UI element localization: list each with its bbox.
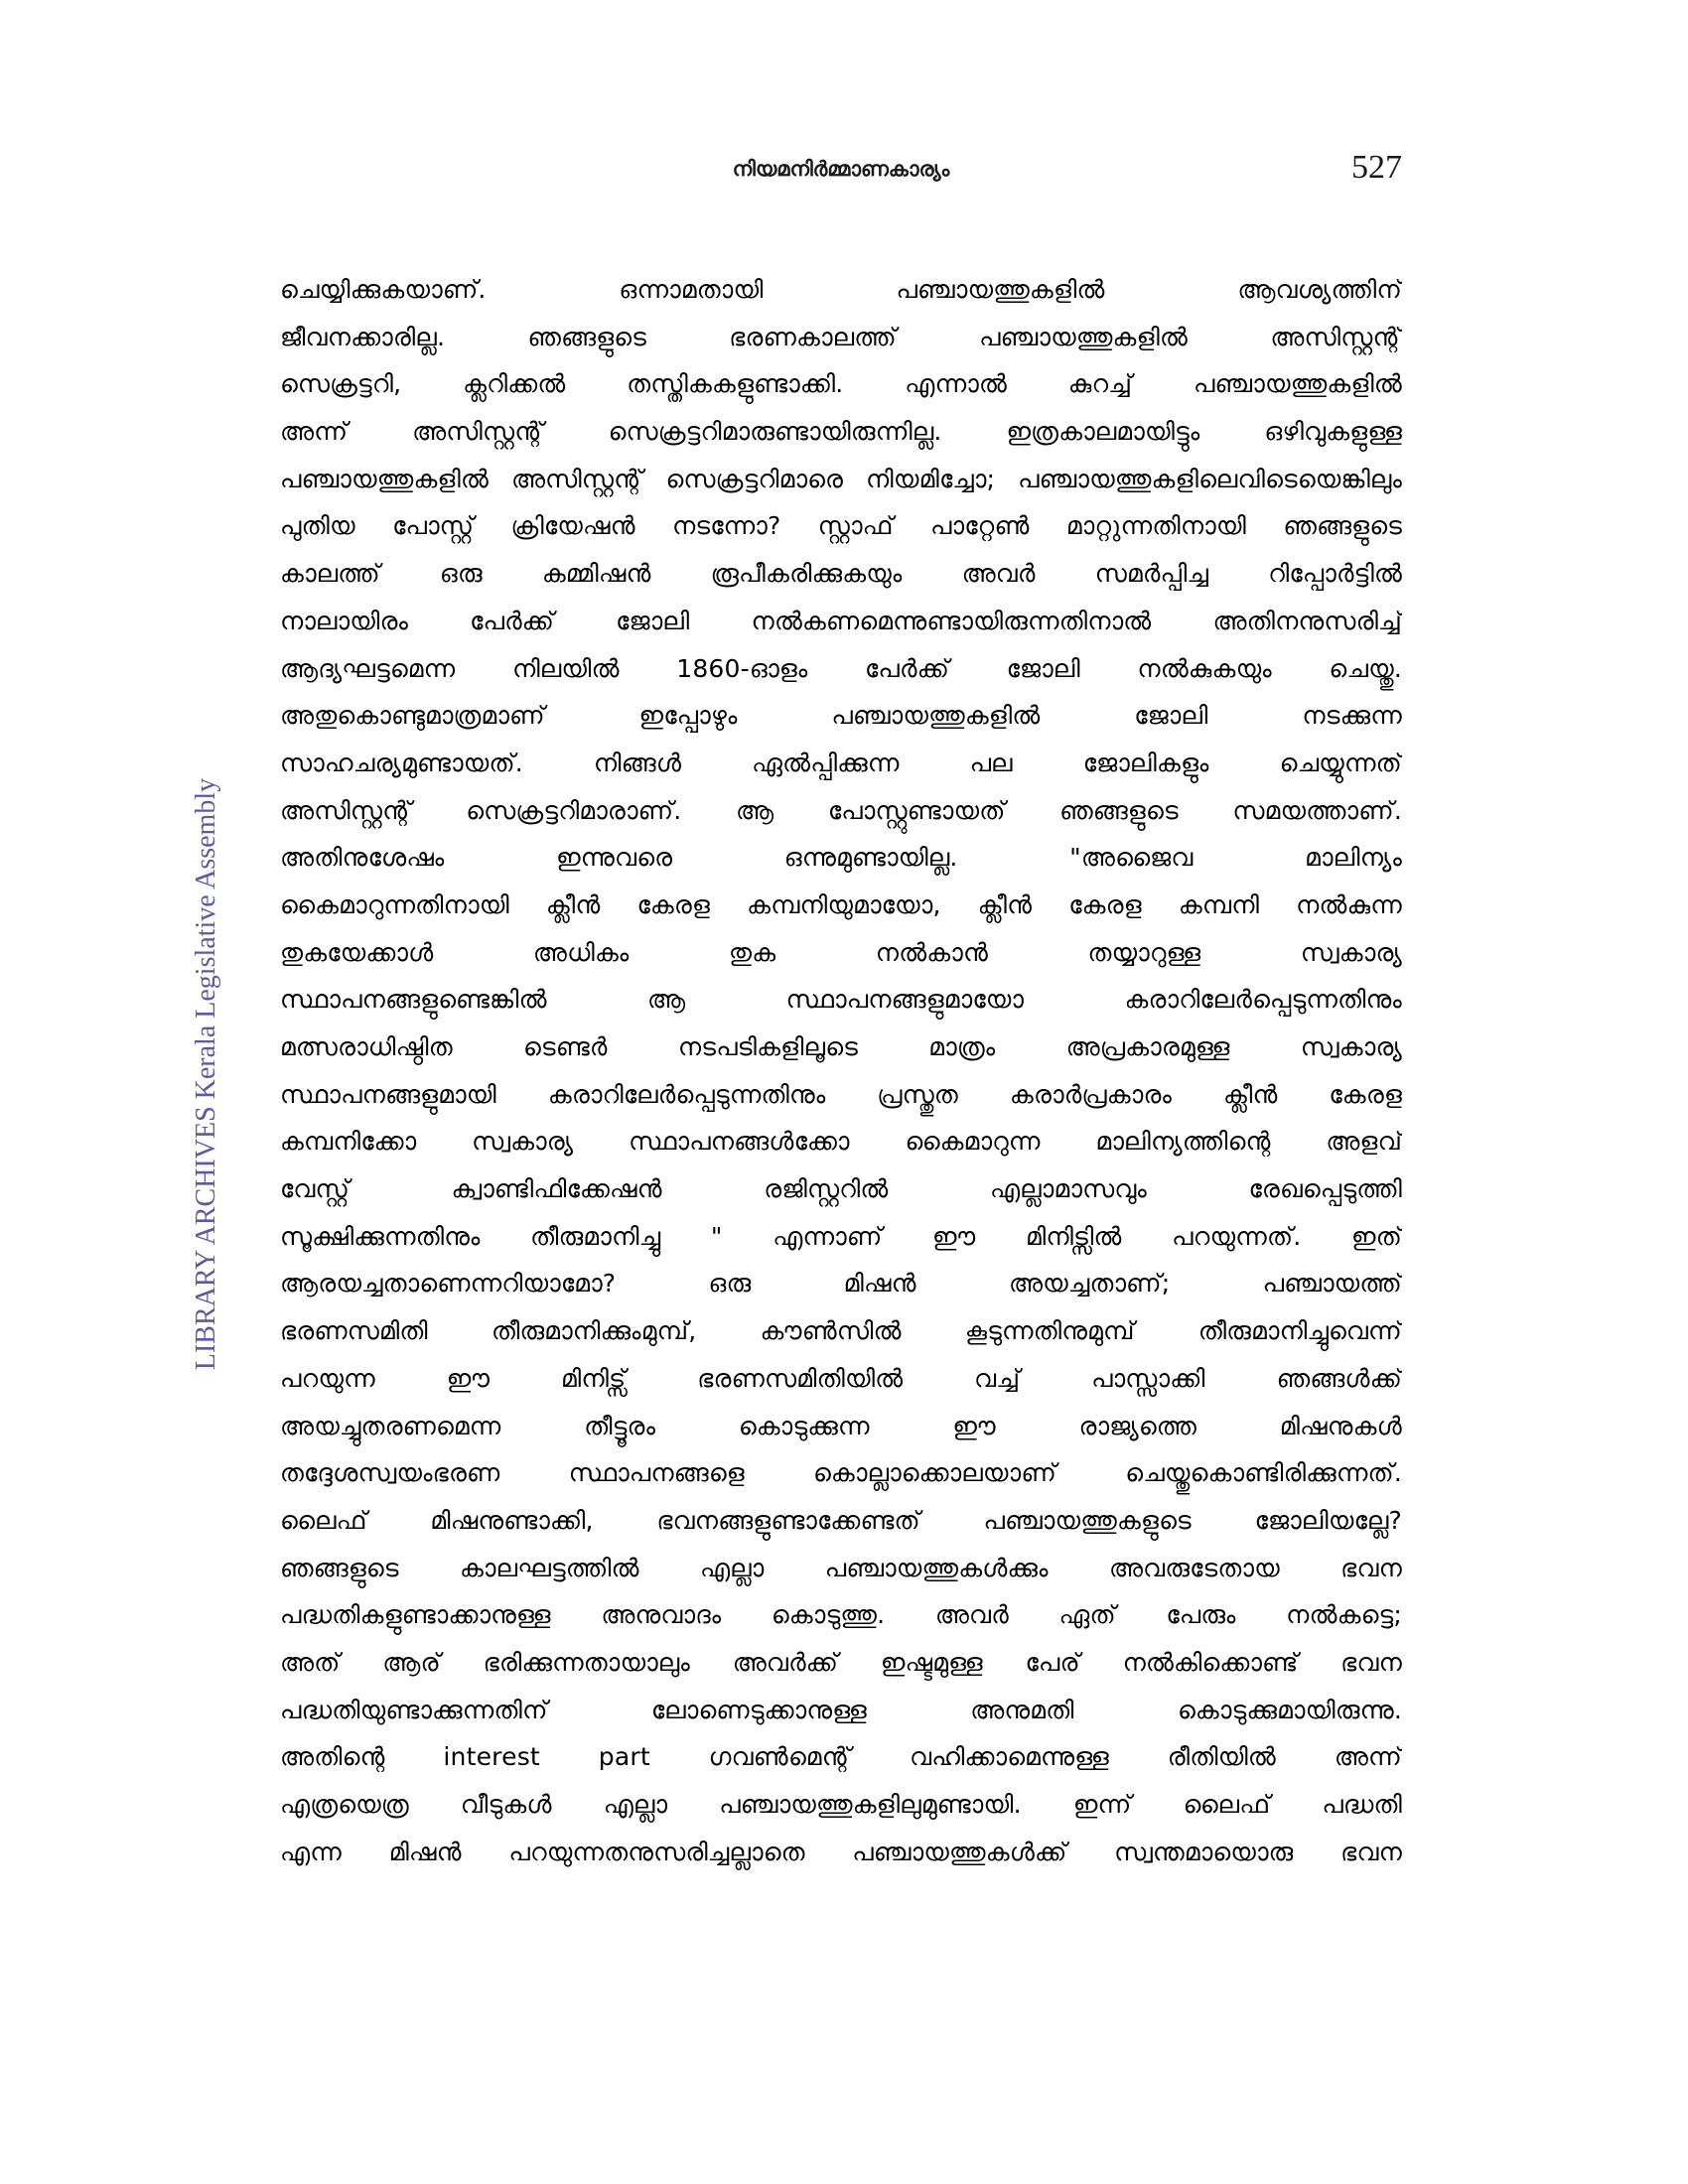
page-header: [280, 149, 1402, 199]
text-line: പറയുന്ന ഈ മിനിട്സ് ഭരണസമിതിയിൽ വച്ച് പാസ്സാക്കി ഞങ്ങൾക്ക്: [280, 1363, 1402, 1393]
text-line: ആദ്യഘട്ടമെന്ന നിലയിൽ 1860-ഓളം പേർക്ക് ജോലി നൽകുകയും ചെയ്തു.: [280, 653, 1402, 683]
text-line: എത്രയെത്ര വീടുകൾ എല്ലാ പഞ്ചായത്തുകളിലുമുണ്ടായി. ഇന്ന് ലൈഫ് പദ്ധതി: [280, 1790, 1402, 1819]
text-line: ജീവനക്കാരില്ല. ഞങ്ങളുടെ ഭരണകാലത്ത് പഞ്ചായത്തുകളിൽ അസിസ്റ്റന്റ്: [280, 322, 1402, 351]
text-line: കാലത്ത് ഒരു കമ്മിഷൻ രൂപീകരിക്കുകയും അവർ സമർപ്പിച്ച റിപ്പോർട്ടിൽ: [280, 559, 1402, 589]
body-text: [280, 266, 1402, 1875]
text-line: എന്ന മിഷൻ പറയുന്നതനുസരിച്ചല്ലാതെ പഞ്ചായത്തുകൾക്ക് സ്വന്തമായൊരു ഭവന: [280, 1837, 1402, 1866]
text-line: കൈമാറുന്നതിനായി ക്ലീൻ കേരള കമ്പനിയുമായോ, ക്ലീൻ കേരള കമ്പനി നൽകുന്ന: [280, 889, 1402, 919]
text-line: സാഹചര്യമുണ്ടായത്. നിങ്ങൾ ഏൽപ്പിക്കുന്ന പല ജോലികളും ചെയ്യുന്നത്: [280, 748, 1402, 777]
text-line: പഞ്ചായത്തുകളിൽ അസിസ്റ്റന്റ് സെക്രട്ടറിമാരെ നിയമിച്ചോ; പഞ്ചായത്തുകളിലെവിടെയെങ്കിലും: [280, 464, 1402, 493]
page-number: 527: [1351, 149, 1402, 186]
text-line: കമ്പനിക്കോ സ്വകാര്യ സ്ഥാപനങ്ങൾക്കോ കൈമാറുന്ന മാലിന്യത്തിന്റെ അളവ്: [280, 1127, 1402, 1157]
text-line: അതുകൊണ്ടുമാത്രമാണ് ഇപ്പോഴും പഞ്ചായത്തുകളിൽ ജോലി നടക്കുന്ന: [280, 701, 1402, 731]
text-line: നാലായിരം പേർക്ക് ജോലി നൽകണമെന്നുണ്ടായിരുന്നതിനാൽ അതിനനുസരിച്ച്: [280, 606, 1402, 635]
text-line: സ്ഥാപനങ്ങളുണ്ടെങ്കിൽ ആ സ്ഥാപനങ്ങളുമായോ കരാറിലേർപ്പെടുന്നതിനും: [280, 985, 1402, 1015]
text-line: സൂക്ഷിക്കുന്നതിനും തീരുമാനിച്ചു " എന്നാണ് ഈ മിനിട്സിൽ പറയുന്നത്. ഇത്: [280, 1221, 1402, 1251]
text-line: ചെയ്യിക്കുകയാണ്. ഒന്നാമതായി പഞ്ചായത്തുകളിൽ ആവശ്യത്തിന്: [280, 275, 1402, 304]
text-line: പദ്ധതികളുണ്ടാക്കാനുള്ള അനുവാദം കൊടുത്തു. അവർ ഏത് പേരും നൽകട്ടെ;: [280, 1600, 1402, 1630]
text-line: അയച്ചുതരണമെന്ന തീട്ടൂരം കൊടുക്കുന്ന ഈ രാജ്യത്തെ മിഷനുകൾ: [280, 1411, 1402, 1440]
text-line: അതിന്റെ interest part ഗവൺമെന്റ് വഹിക്കാമെന്നുള്ള രീതിയിൽ അന്ന്: [280, 1742, 1402, 1772]
text-line: തദ്ദേശസ്വയംഭരണ സ്ഥാപനങ്ങളെ കൊല്ലാക്കൊലയാണ് ചെയ്തുകൊണ്ടിരിക്കുന്നത്.: [280, 1458, 1402, 1488]
text-line: അന്ന് അസിസ്റ്റന്റ് സെക്രട്ടറിമാരുണ്ടായിരുന്നില്ല. ഇത്രകാലമായിട്ടും ഒഴിവുകളുള്ള: [280, 417, 1402, 447]
text-line: വേസ്റ്റ് ക്വാണ്ടിഫിക്കേഷൻ രജിസ്റ്ററിൽ എല്ലാമാസവും രേഖപ്പെടുത്തി: [280, 1174, 1402, 1204]
text-line: മത്സരാധിഷ്ഠിത ടെണ്ടർ നടപടികളിലൂടെ മാത്രം അപ്രകാരമുള്ള സ്വകാര്യ: [280, 1032, 1402, 1061]
text-line: ഭരണസമിതി തീരുമാനിക്കുംമുമ്പ്, കൗൺസിൽ കൂടുന്നതിനുമുമ്പ് തീരുമാനിച്ചുവെന്ന്: [280, 1316, 1402, 1346]
text-line: പദ്ധതിയുണ്ടാക്കുന്നതിന് ലോണെടുക്കാനുള്ള അനുമതി കൊടുക്കുമായിരുന്നു.: [280, 1695, 1402, 1724]
running-title: നിയമനിർമ്മാണകാര്യം: [732, 157, 950, 181]
text-line: സെക്രട്ടറി, ക്ലറിക്കൽ തസ്തികകളുണ്ടാക്കി. എന്നാൽ കുറച്ച് പഞ്ചായത്തുകളിൽ: [280, 369, 1402, 399]
text-line: പുതിയ പോസ്റ്റ് ക്രിയേഷൻ നടന്നോ? സ്റ്റാഫ് പാറ്റേൺ മാറ്റുന്നതിനായി ഞങ്ങളുടെ: [280, 511, 1402, 541]
text-line: ആരയച്ചതാണെന്നറിയാമോ? ഒരു മിഷൻ അയച്ചതാണ്; പഞ്ചായത്ത്: [280, 1269, 1402, 1298]
archive-watermark: LIBRARY ARCHIVES Kerala Legislative Assembly: [191, 777, 221, 1371]
text-line: ലൈഫ് മിഷനുണ്ടാക്കി, ഭവനങ്ങളുണ്ടാക്കേണ്ടത് പഞ്ചായത്തുകളുടെ ജോലിയല്ലേ?: [280, 1505, 1402, 1535]
text-line: അതിനുശേഷം ഇന്നുവരെ ഒന്നുമുണ്ടായില്ല. "അജൈവ മാലിന്യം: [280, 843, 1402, 873]
text-line: അത് ആര് ഭരിക്കുന്നതായാലും അവർക്ക് ഇഷ്ടമുള്ള പേര് നൽകിക്കൊണ്ട് ഭവന: [280, 1647, 1402, 1677]
text-line: അസിസ്റ്റന്റ് സെക്രട്ടറിമാരാണ്. ആ പോസ്റ്റുണ്ടായത് ഞങ്ങളുടെ സമയത്താണ്.: [280, 795, 1402, 825]
text-line: ഞങ്ങളുടെ കാലഘട്ടത്തിൽ എല്ലാ പഞ്ചായത്തുകൾക്കും അവരുടേതായ ഭവന: [280, 1553, 1402, 1582]
text-line: തുകയേക്കാൾ അധികം തുക നൽകാൻ തയ്യാറുള്ള സ്വകാര്യ: [280, 937, 1402, 967]
text-line: സ്ഥാപനങ്ങളുമായി കരാറിലേർപ്പെടുന്നതിനും പ്രസ്തുത കരാർപ്രകാരം ക്ലീൻ കേരള: [280, 1079, 1402, 1109]
